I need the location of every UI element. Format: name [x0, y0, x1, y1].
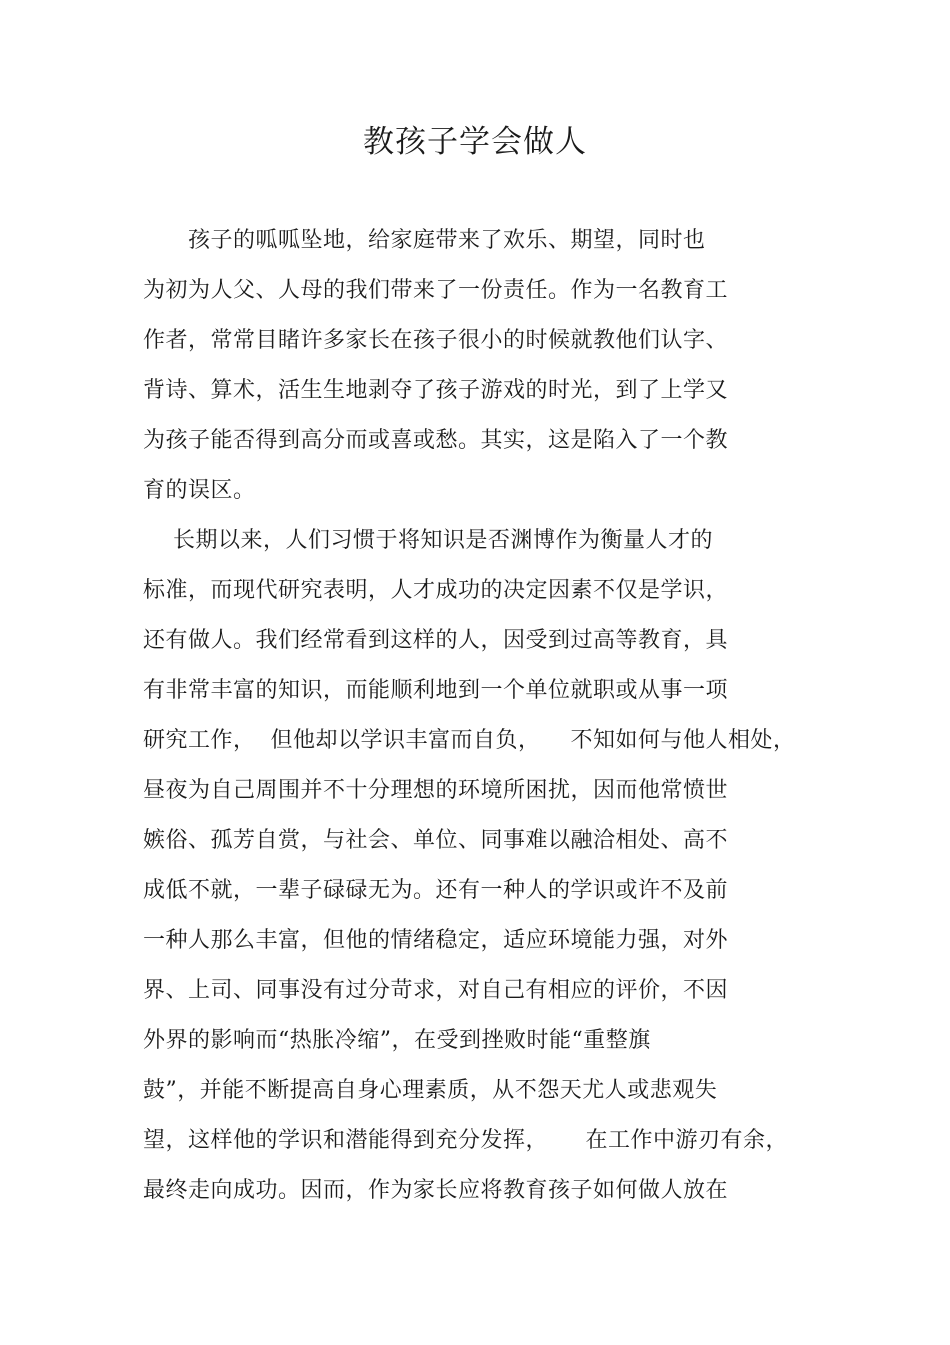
text-line: 为初为人父、人母的我们带来了一份责任。作为一名教育工: [143, 278, 729, 303]
text-line: 育的误区。: [143, 478, 256, 503]
text-line: 鼓”，并能不断提高自身心理素质，从不怨天尤人或悲观失: [143, 1078, 718, 1103]
text-line: 外界的影响而“热胀冷缩”，在受到挫败时能“重整旗: [143, 1028, 651, 1053]
text-line: 昼夜为自己周围并不十分理想的环境所困扰，因而他常愤世: [143, 778, 729, 803]
text-line: 有非常丰富的知识，而能顺利地到一个单位就职或从事一项: [143, 678, 729, 703]
text-line: 嫉俗、孤芳自赏，与社会、单位、同事难以融洽相处、高不: [143, 828, 729, 853]
text-line: 成低不就，一辈子碌碌无为。还有一种人的学识或许不及前: [143, 878, 729, 903]
text-line: 为孩子能否得到高分而或喜或愁。其实，这是陷入了一个教: [143, 428, 729, 453]
text-line: 作者，常常目睹许多家长在孩子很小的时候就教他们认字、: [143, 328, 729, 353]
text-line: 研究工作， 但他却以学识丰富而自负， 不知如何与他人相处，: [143, 728, 796, 753]
document-title: 教孩子学会做人: [363, 124, 587, 160]
text-line: 还有做人。我们经常看到这样的人，因受到过高等教育，具: [143, 628, 729, 653]
text-line: 界、上司、同事没有过分苛求，对自己有相应的评价，不因: [143, 978, 729, 1003]
text-line: 最终走向成功。因而，作为家长应将教育孩子如何做人放在: [143, 1178, 729, 1203]
text-line: 长期以来，人们习惯于将知识是否渊博作为衡量人才的: [143, 528, 713, 553]
text-line: 一种人那么丰富，但他的情绪稳定，适应环境能力强，对外: [143, 928, 729, 953]
document-body: [143, 216, 823, 1216]
text-line: 孩子的呱呱坠地，给家庭带来了欢乐、期望，同时也: [143, 228, 706, 253]
text-line: 望，这样他的学识和潜能得到充分发挥， 在工作中游刃有余，: [143, 1128, 788, 1153]
text-line: 标准，而现代研究表明，人才成功的决定因素不仅是学识，: [143, 578, 729, 603]
text-line: 背诗、算术，活生生地剥夺了孩子游戏的时光，到了上学又: [143, 378, 729, 403]
